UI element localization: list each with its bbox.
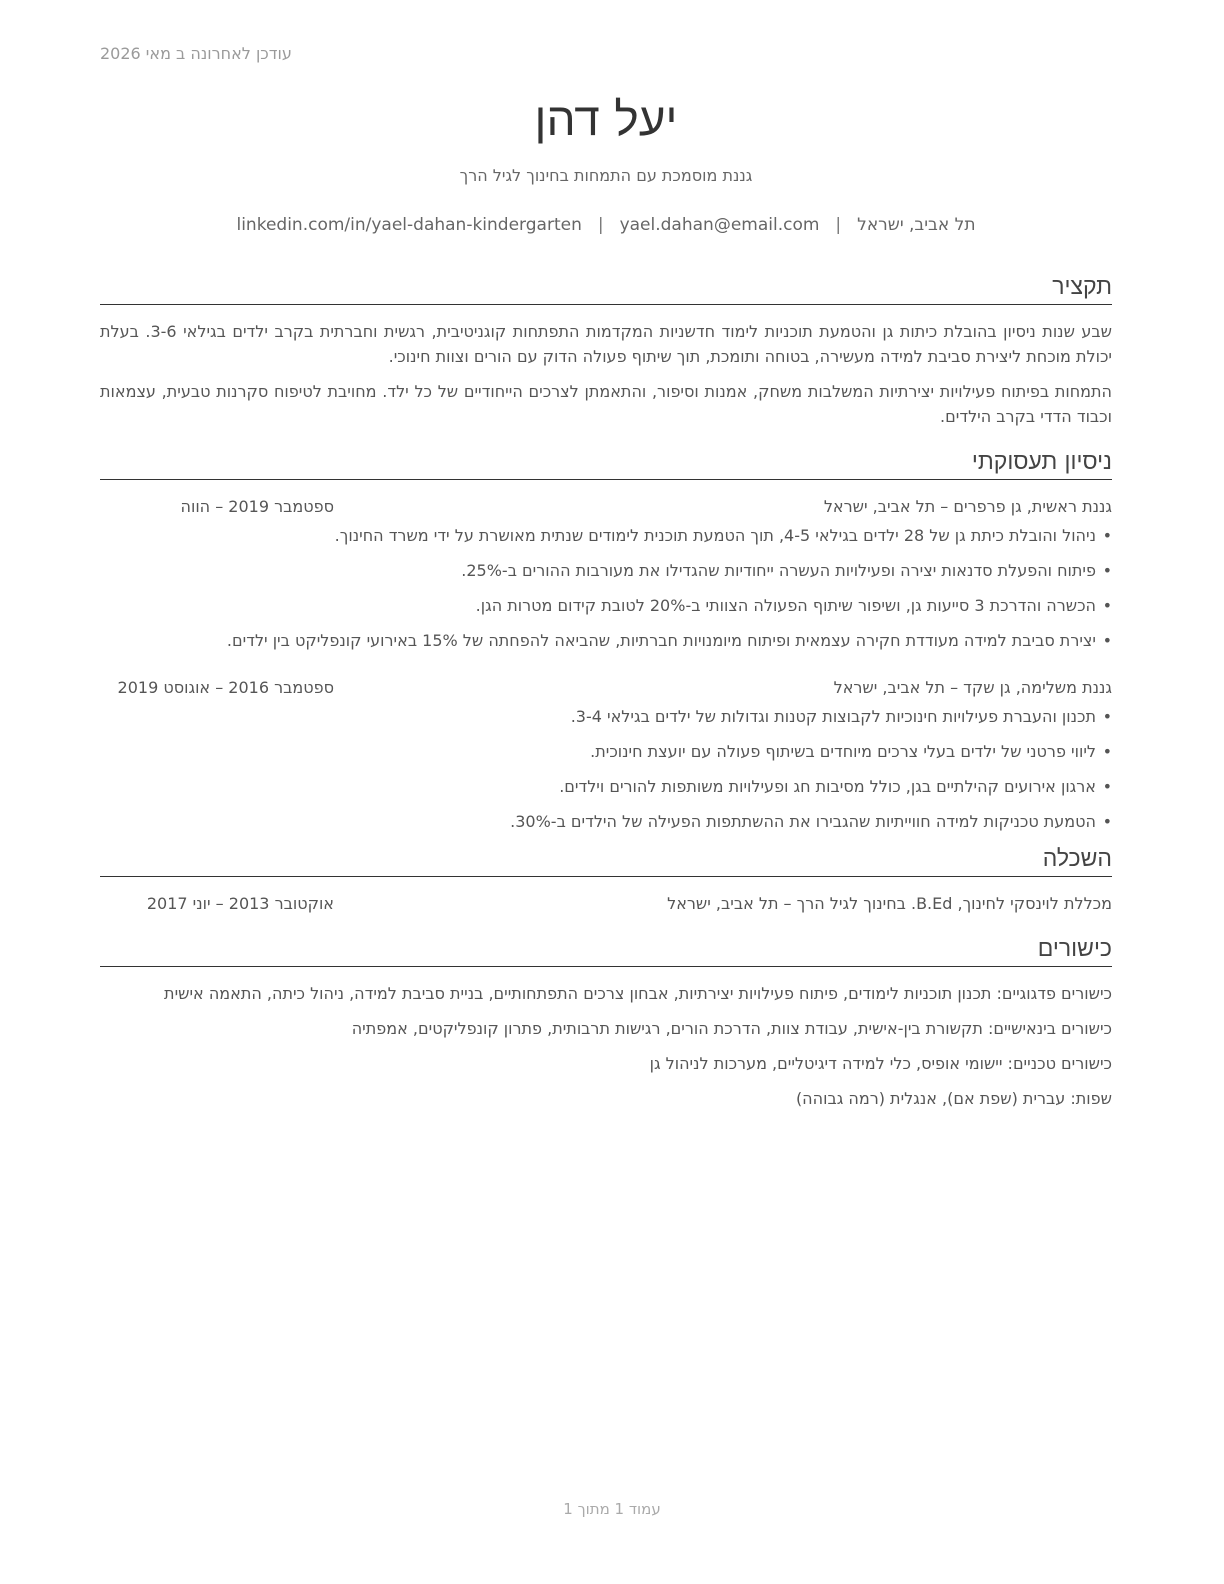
job-header xyxy=(100,494,1112,519)
job-bullet: • פיתוח והפעלת סדנאות יצירה ופעילויות העשרה ייחודיות שהגדילו את מעורבות ההורים ב-25%. xyxy=(100,558,1112,583)
linkedin-link[interactable]: linkedin.com/in/yael-dahan-kindergarten xyxy=(236,215,582,235)
skill-line: כישורים טכניים: יישומי אופיס, כלי למידה דיגיטליים, מערכות לניהול גן xyxy=(649,1054,1112,1073)
contact-line xyxy=(100,215,1112,235)
job-bullets xyxy=(100,704,1112,834)
job-title: גננת משלימה, גן שקד – תל אביב, ישראל xyxy=(833,678,1112,697)
job-bullet: • יצירת סביבת למידה מעודדת חקירה עצמאית ופיתוח מיומנויות חברתיות, שהביאה להפחתה של 15% באירועי קונפליקט בין ילדים. xyxy=(100,628,1112,653)
education-title-line: מכללת לוינסקי לחינוך, B.Ed. בחינוך לגיל הרך – תל אביב, ישראל xyxy=(667,894,1112,913)
education-entry xyxy=(100,891,1112,916)
last-updated: עודכן לאחרונה ב מאי 2026 xyxy=(100,44,292,63)
candidate-tagline: גננת מוסמכת עם התמחות בחינוך לגיל הרך xyxy=(459,166,753,185)
job-bullet: • ניהול והובלת כיתת גן של 28 ילדים בגילאי 4-5, תוך הטמעת תוכנית לימודים שנתית מאושרת על ידי משרד החינוך. xyxy=(100,523,1112,548)
job-title: גננת ראשית, גן פרפרים – תל אביב, ישראל xyxy=(823,497,1112,516)
education-dates: אוקטובר 2013 – יוני 2017 xyxy=(146,894,334,913)
job-dates: ספטמבר 2019 – הווה xyxy=(180,497,334,516)
skill-line: כישורים פדגוגיים: תכנון תוכניות לימודים, פיתוח פעילויות יצירתיות, אבחון צרכים התפתחותיים, בניית סביבת למידה, ניהול כיתה, התאמה אישית xyxy=(164,984,1112,1003)
separator: | xyxy=(597,215,604,235)
education-section xyxy=(100,844,1112,916)
experience-title: ניסיון תעסוקתי xyxy=(100,447,1112,480)
resume-header xyxy=(100,84,1112,235)
job-entry xyxy=(100,675,1112,834)
job-bullet: • תכנון והעברת פעילויות חינוכיות לקבוצות קטנות וגדולות של ילדים בגילאי 3-4. xyxy=(100,704,1112,729)
candidate-name: יעל דהן xyxy=(534,92,678,146)
page-number: עמוד 1 מתוך 1 xyxy=(563,1500,661,1518)
education-title: השכלה xyxy=(100,844,1112,877)
job-bullet: • ליווי פרטני של ילדים בעלי צרכים מיוחדים בשיתוף פעולה עם יועצת חינוכית. xyxy=(100,739,1112,764)
skills-title: כישורים xyxy=(100,934,1112,967)
separator: | xyxy=(835,215,842,235)
skill-line: שפות: עברית (שפת אם), אנגלית (רמה גבוהה) xyxy=(795,1089,1112,1108)
summary-title: תקציר xyxy=(100,272,1112,305)
job-bullet: • הטמעת טכניקות למידה חווייתיות שהגבירו את ההשתתפות הפעילה של הילדים ב-30%. xyxy=(100,809,1112,834)
location: תל אביב, ישראל xyxy=(857,215,976,235)
resume-body xyxy=(100,272,1112,1121)
summary-paragraph: התמחות בפיתוח פעילויות יצירתיות המשלבות משחק, אמנות וסיפור, והתאמתן לצרכים הייחודיים של כל ילד. מחויבת לטיפוח סקרנות טבעית, עצמאות וכבוד הדדי בקרב הילדים. xyxy=(100,382,1112,426)
job-entry xyxy=(100,494,1112,653)
skill-line: כישורים בינאישיים: תקשורת בין-אישית, עבודת צוות, הדרכת הורים, רגישות תרבותית, פתרון קונפליקטים, אמפתיה xyxy=(351,1019,1112,1038)
job-bullet: • הכשרה והדרכת 3 סייעות גן, ושיפור שיתוף הפעולה הצוותי ב-20% לטובת קידום מטרות הגן. xyxy=(100,593,1112,618)
job-bullets xyxy=(100,523,1112,653)
experience-section xyxy=(100,447,1112,834)
job-bullet: • ארגון אירועים קהילתיים בגן, כולל מסיבות חג ופעילויות משותפות להורים וילדים. xyxy=(100,774,1112,799)
job-dates: ספטמבר 2016 – אוגוסט 2019 xyxy=(117,678,334,697)
email-link[interactable]: yael.dahan@email.com xyxy=(619,215,820,235)
summary-paragraph: שבע שנות ניסיון בהובלת כיתות גן והטמעת תוכניות לימוד חדשניות המקדמות התפתחות קוגניטיבית, רגשית וחברתית בקרב ילדים בגילאי 3-6. בעלת יכולת מוכחת ליצירת סביבת למידה מעשירה, בטוחה ותומכת, תוך שיתוף פעולה הדוק עם הורים וצוות חינוכי. xyxy=(100,322,1113,366)
summary-section xyxy=(100,272,1112,429)
skills-section xyxy=(100,934,1112,1111)
job-header xyxy=(100,675,1112,700)
